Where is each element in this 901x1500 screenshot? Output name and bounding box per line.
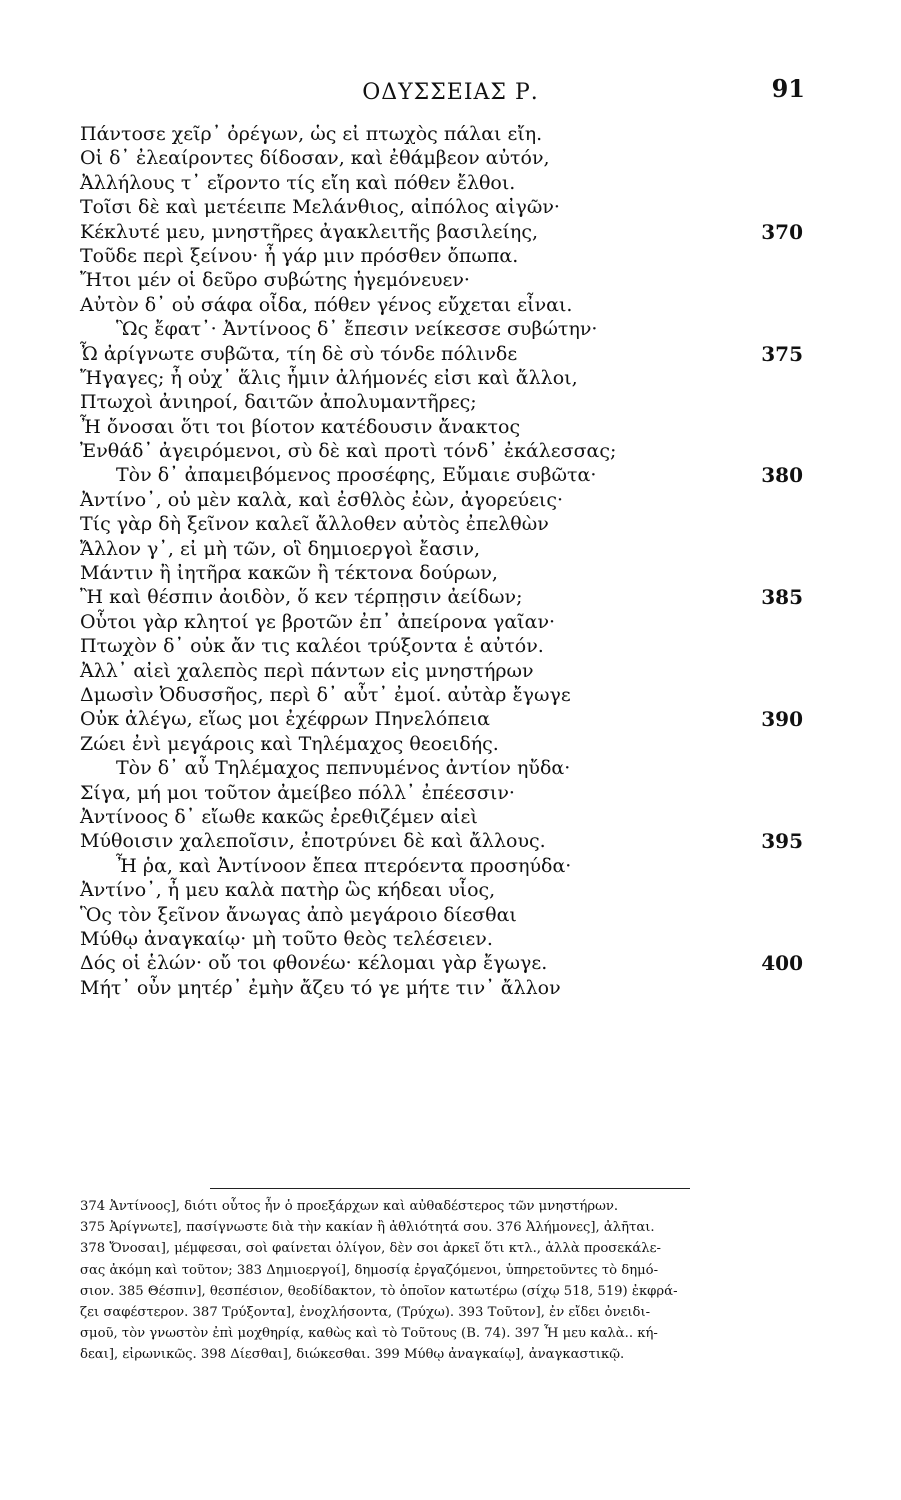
verse-text: Δμωσὶν Ὀδυσσῆος, περὶ δ᾽ αὖτ᾽ ἐμοί. αὐτὰρ ἔγωγε: [80, 683, 571, 706]
verse-text: Αὐτὸν δ᾽ οὐ σάφα οἶδα, πόθεν γένος εὔχεται εἶναι.: [80, 293, 573, 316]
verse-line: [80, 976, 820, 1000]
verse-text: Ἦ ὄνοσαι ὅτι τοι βίοτον κατέδουσιν ἄνακτος: [80, 415, 521, 438]
verse-line: [80, 537, 820, 561]
verse-line: [80, 756, 820, 780]
verse-line: [80, 342, 820, 366]
verse-text: Ζώει ἐνὶ μεγάροις καὶ Τηλέμαχος θεοειδής.: [80, 732, 499, 755]
footnote-rule: [210, 1188, 690, 1189]
verse-line: [80, 927, 820, 951]
verse-text: Ἦ ῥα, καὶ Ἀντίνοον ἔπεα πτερόεντα προσηύδα·: [116, 854, 572, 877]
line-number: 390: [761, 707, 803, 732]
verse-text: Πάντοσε χεῖρ᾽ ὀρέγων, ὡς εἰ πτωχὸς πάλαι εἴη.: [80, 123, 543, 145]
footnote-line: σας ἀκόμη καὶ τοῦτον; 383 Δημιοεργοί], δημοσίᾳ ἐργαζόμενοι, ὑπηρετοῦντες τὸ δημό-: [80, 1262, 659, 1278]
verse-text: Ἀντίνοος δ᾽ εἴωθε κακῶς ἐρεθιζέμεν αἰεὶ: [80, 805, 478, 828]
verse-line: [80, 585, 820, 609]
verse-text: Οὗτοι γὰρ κλητοί γε βροτῶν ἐπ᾽ ἀπείρονα γαῖαν·: [80, 610, 556, 633]
verse-line: [80, 244, 820, 268]
footnote-line: 378 Ὄνοσαι], μέμφεσαι, σοὶ φαίνεται ὀλίγον, δὲν σοι ἀρκεῖ ὅτι κτλ., ἀλλὰ προσεκάλε-: [80, 1241, 661, 1257]
verse-text: Τίς γὰρ δὴ ξεῖνον καλεῖ ἄλλοθεν αὐτὸς ἐπελθὼν: [80, 513, 549, 536]
verse-line: [80, 195, 820, 219]
footnote-line: δεαι], εἰρωνικῶς. 398 Δίεσθαι], διώκεσθαι. 399 Μύθῳ ἀναγκαίῳ], ἀναγκαστικῷ.: [80, 1347, 625, 1363]
verse-text: Μήτ᾽ οὖν μητέρ᾽ ἐμὴν ἄζευ τό γε μήτε τιν᾽ ἄλλον: [80, 976, 561, 999]
footnote-line: σμοῦ, τὸν γνωστὸν ἐπὶ μοχθηρίᾳ, καθὼς καὶ τὸ Τοῦτους (Β. 74). 397 Ἦ μευ καλὰ.. κή-: [80, 1326, 658, 1342]
verse-line: [80, 171, 820, 195]
verse-text: Ἢ καὶ θέσπιν ἀοιδὸν, ὅ κεν τέρπῃσιν ἀείδων;: [80, 586, 523, 609]
verse-text: Πτωχὸν δ᾽ οὐκ ἄν τις καλέοι τρύξοντα ἑ αὐτόν.: [80, 635, 544, 658]
verse-line: [80, 439, 820, 463]
verse-line: [80, 829, 820, 853]
verse-line: [80, 415, 820, 439]
line-number: 375: [761, 341, 803, 366]
line-number: 370: [761, 219, 803, 244]
verse-line: [80, 732, 820, 756]
verse-text: Μάντιν ἢ ἰητῆρα κακῶν ἢ τέκτονα δούρων,: [80, 562, 498, 585]
verse-text: Κέκλυτέ μευ, μνηστῆρες ἀγακλειτῆς βασιλείης,: [80, 220, 538, 243]
verse-text: Ἀλλήλους τ᾽ εἴροντο τίς εἴη καὶ πόθεν ἔλθοι.: [80, 171, 516, 194]
verse-text: Ἐνθάδ᾽ ἀγειρόμενοι, σὺ δὲ καὶ προτὶ τόνδ᾽ ἐκάλεσσας;: [80, 440, 617, 463]
verse-block: [80, 122, 820, 1000]
line-number: 385: [761, 585, 803, 610]
verse-text: Πτωχοὶ ἀνιηροί, δαιτῶν ἀπολυμαντῆρες;: [80, 391, 477, 414]
line-number: 395: [761, 829, 803, 854]
verse-line: [80, 488, 820, 512]
verse-line: [80, 146, 820, 170]
verse-line: [80, 390, 820, 414]
verse-line: [80, 854, 820, 878]
verse-line: [80, 220, 820, 244]
verse-text: Τοῖσι δὲ καὶ μετέειπε Μελάνθιος, αἰπόλος αἰγῶν·: [80, 196, 560, 219]
verse-line: [80, 512, 820, 536]
verse-line: [80, 903, 820, 927]
footnote-line: 375 Ἀρίγνωτε], πασίγνωστε διὰ τὴν κακίαν ἢ ἀθλιότητά σου. 376 Ἀλήμονες], ἀλῆται.: [80, 1220, 655, 1236]
verse-line: [80, 268, 820, 292]
line-number: 380: [761, 463, 803, 488]
footnote-line: 374 Ἀντίνοος], διότι οὗτος ἦν ὁ προεξάρχων καὶ αὐθαδέστερος τῶν μνηστήρων.: [80, 1199, 619, 1214]
verse-line: [80, 366, 820, 390]
verse-text: Ὣς ἔφατ᾽· Ἀντίνοος δ᾽ ἔπεσιν νείκεσσε συβώτην·: [116, 318, 598, 341]
verse-text: Ἀλλ᾽ αἰεὶ χαλεπὸς περὶ πάντων εἰς μνηστήρων: [80, 659, 534, 682]
verse-text: Ἤγαγες; ἦ οὐχ᾽ ἅλις ἧμιν ἀλήμονές εἰσι καὶ ἄλλοι,: [80, 366, 578, 389]
verse-text: Οἱ δ᾽ ἐλεαίροντες δίδοσαν, καὶ ἐθάμβεον αὐτόν,: [80, 147, 550, 170]
verse-line: [80, 951, 820, 975]
page-number: 91: [771, 74, 805, 103]
verse-line: [80, 805, 820, 829]
verse-text: Τὸν δ᾽ ἀπαμειβόμενος προσέφης, Εὔμαιε συβῶτα·: [116, 464, 597, 487]
verse-text: Ὦ ἀρίγνωτε συβῶτα, τίη δὲ σὺ τόνδε πόλινδε: [80, 342, 518, 365]
verse-text: Ὃς τὸν ξεῖνον ἄνωγας ἀπὸ μεγάροιο δίεσθαι: [80, 903, 517, 926]
verse-text: Δός οἱ ἑλών· οὔ τοι φθονέω· κέλομαι γὰρ ἔγωγε.: [80, 952, 548, 975]
running-head-title: ΟΔΥΣΣΕΙΑΣ Ρ.: [362, 80, 539, 105]
verse-line: [80, 781, 820, 805]
verse-line: [80, 610, 820, 634]
verse-text: Σίγα, μή μοι τοῦτον ἀμείβεο πόλλ᾽ ἐπέεσσιν·: [80, 781, 515, 804]
verse-text: Ἄλλον γ᾽, εἰ μὴ τῶν, οἳ δημιοεργοὶ ἔασιν,: [80, 537, 481, 560]
verse-line: [80, 293, 820, 317]
line-number: 400: [761, 951, 803, 976]
verse-text: Μύθοισιν χαλεποῖσιν, ἐποτρύνει δὲ καὶ ἄλλους.: [80, 830, 546, 853]
verse-text: Τὸν δ᾽ αὖ Τηλέμαχος πεπνυμένος ἀντίον ηὔδα·: [116, 757, 571, 780]
verse-line: [80, 683, 820, 707]
verse-line: [80, 317, 820, 341]
verse-text: Οὐκ ἀλέγω, εἵως μοι ἐχέφρων Πηνελόπεια: [80, 708, 490, 731]
verse-line: [80, 122, 820, 146]
verse-text: Μύθῳ ἀναγκαίῳ· μὴ τοῦτο θεὸς τελέσειεν.: [80, 927, 493, 950]
verse-line: [80, 561, 820, 585]
verse-line: [80, 707, 820, 731]
verse-text: Ἀντίνο᾽, ἦ μευ καλὰ πατὴρ ὣς κήδεαι υἷος,: [80, 879, 496, 902]
verse-text: Τοῦδε περὶ ξείνου· ἦ γάρ μιν πρόσθεν ὄπωπα.: [80, 244, 519, 267]
verse-text: Ἀντίνο᾽, οὐ μὲν καλὰ, καὶ ἐσθλὸς ἐὼν, ἀγορεύεις·: [80, 488, 564, 511]
verse-line: [80, 634, 820, 658]
footnote-block: [80, 1196, 805, 1366]
verse-line: [80, 659, 820, 683]
verse-line: [80, 463, 820, 487]
footnote-line: σιον. 385 Θέσπιν], θεσπέσιον, θεοδίδακτον, τὸ ὁποῖον κατωτέρω (σίχῳ 518, 519) ἐκφρά-: [80, 1283, 678, 1299]
footnote-line: ζει σαφέστερον. 387 Τρύξοντα], ἐνοχλήσοντα, (Τρύχω). 393 Τοῦτον], ἐν εἴδει ὀνειδι-: [80, 1304, 651, 1320]
verse-text: Ἤτοι μέν οἱ δεῦρο συβώτης ἡγεμόνευεν·: [80, 269, 470, 292]
verse-line: [80, 878, 820, 902]
